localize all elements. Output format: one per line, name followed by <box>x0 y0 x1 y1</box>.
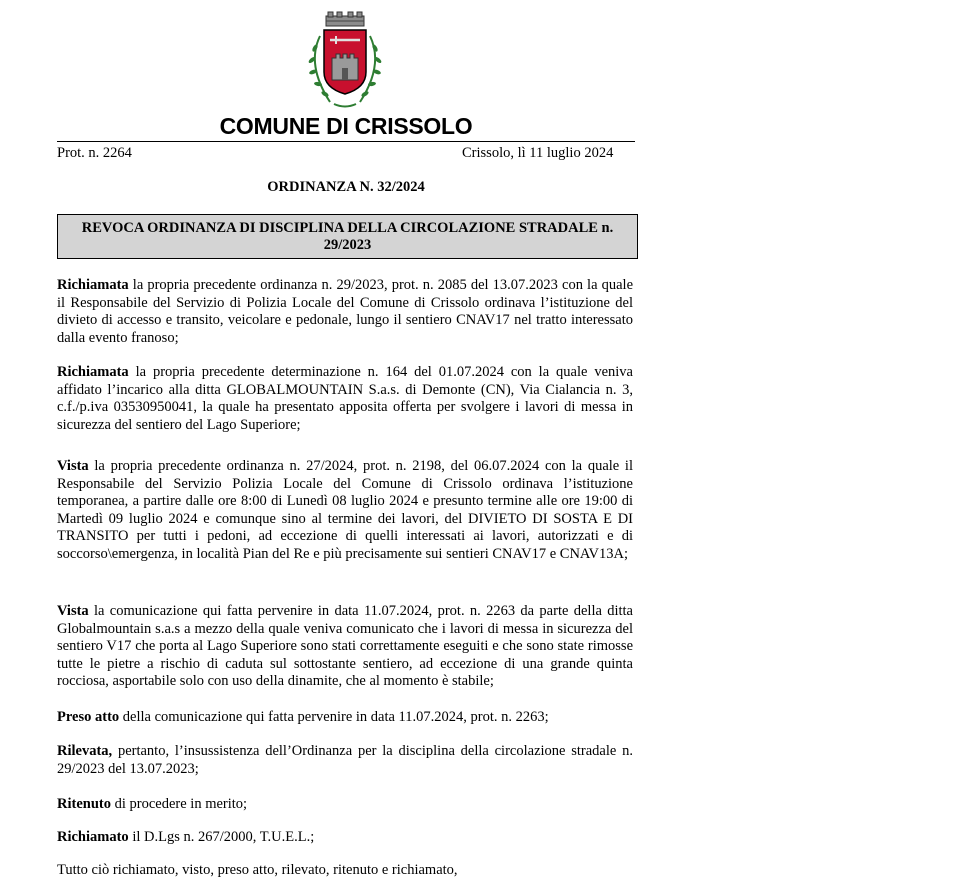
municipality-title: COMUNE DI CRISSOLO <box>219 113 473 139</box>
paragraph-body: la propria precedente ordinanza n. 27/2024, prot. n. 2198, del 06.07.2024 con la quale il Responsabile del Servizio Polizia Locale del Comune di Crissolo ordinava l’istituzione temporanea, a partire dalle ore 8:00 di Lunedì 08 luglio 2024 e presunto termine alle ore 19:00 di Martedì 09 luglio 2024 e comunque sino al termine dei lavori, del DIVIETO DI SOSTA E DI TRANSITO per tutti i pedoni, ad eccezione di quelli interessati ai lavori, autorizzati e di soccorso\emergenza, in località Pian del Re e più precisamente sui sentieri CNAV17 e CNAV13A; <box>57 458 633 562</box>
ordinance-title: ORDINANZA N. 32/2024 <box>267 179 425 195</box>
header-divider <box>57 141 635 142</box>
paragraph-lead: Richiamato <box>57 829 129 845</box>
paragraph-lead: Preso atto <box>57 709 120 725</box>
paragraph-lead: Vista <box>57 603 89 619</box>
paragraph-lead: Rilevata, <box>57 743 113 759</box>
paragraph-body: Tutto ciò richiamato, visto, preso atto, rilevato, ritenuto e richiamato, <box>57 862 458 878</box>
paragraph-vista-1 <box>57 458 633 564</box>
paragraph-richiamata-1 <box>57 277 633 347</box>
paragraph-lead: Ritenuto <box>57 796 111 812</box>
paragraph-body: la propria precedente ordinanza n. 29/2023, prot. n. 2085 del 13.07.2023 con la quale il Responsabile del Servizio di Polizia Locale del Comune di Crissolo ordinava l’istituzione del divieto di accesso e transito, veicolare e pedonale, lungo il sentiero CNAV17 nel tratto interessato dalla evento franoso; <box>57 277 633 346</box>
paragraph-rilevata <box>57 743 633 778</box>
paragraph-body: pertanto, l’insussistenza dell’Ordinanza per la disciplina della circolazione stradale n. 29/2023 del 13.07.2023; <box>57 743 633 777</box>
paragraph-lead: Vista <box>57 458 89 474</box>
paragraph-lead: Richiamata <box>57 277 129 293</box>
paragraph-richiamata-2 <box>57 364 633 434</box>
protocol-number: Prot. n. 2264 <box>57 145 132 161</box>
paragraph-body: la comunicazione qui fatta pervenire in data 11.07.2024, prot. n. 2263 da parte della ditta Globalmountain s.a.s a mezzo della quale veniva comunicato che i lavori di messa in sicurezza del sentiero V17 che porta al Lago Superiore sono stati correttamente eseguiti e che sono state rimosse tutte le pietre a rischio di caduta sul sottostante sentiero, ad eccezione di una grande quinta rocciosa, asportabile solo con uso della dinamite, che al momento è stabile; <box>57 603 633 690</box>
paragraph-vista-2 <box>57 603 633 691</box>
paragraph-lead: Richiamata <box>57 364 129 380</box>
municipal-crest-logo <box>298 10 392 114</box>
paragraph-tutto-cio <box>57 862 633 880</box>
paragraph-body: della comunicazione qui fatta pervenire in data 11.07.2024, prot. n. 2263; <box>119 709 549 725</box>
document-date: Crissolo, lì 11 luglio 2024 <box>462 145 614 161</box>
paragraph-body: la propria precedente determinazione n. 164 del 01.07.2024 con la quale veniva affidato l’incarico alla ditta GLOBALMOUNTAIN S.a.s. di Demonte (CN), Via Cialancia n. 3, c.f./p.iva 03530950041, la quale ha presentato apposita offerta per svolgere i lavori di messa in sicurezza del sentiero del Lago Superiore; <box>57 364 633 433</box>
paragraph-richiamato <box>57 829 633 847</box>
paragraph-body: il D.Lgs n. 267/2000, T.U.E.L.; <box>128 829 315 845</box>
subject-text: REVOCA ORDINANZA DI DISCIPLINA DELLA CIRCOLAZIONE STRADALE n. 29/2023 <box>81 219 614 253</box>
subject-box <box>57 214 638 259</box>
paragraph-body: di procedere in merito; <box>110 796 248 812</box>
paragraph-ritenuto <box>57 796 633 814</box>
paragraph-preso-atto <box>57 709 633 727</box>
